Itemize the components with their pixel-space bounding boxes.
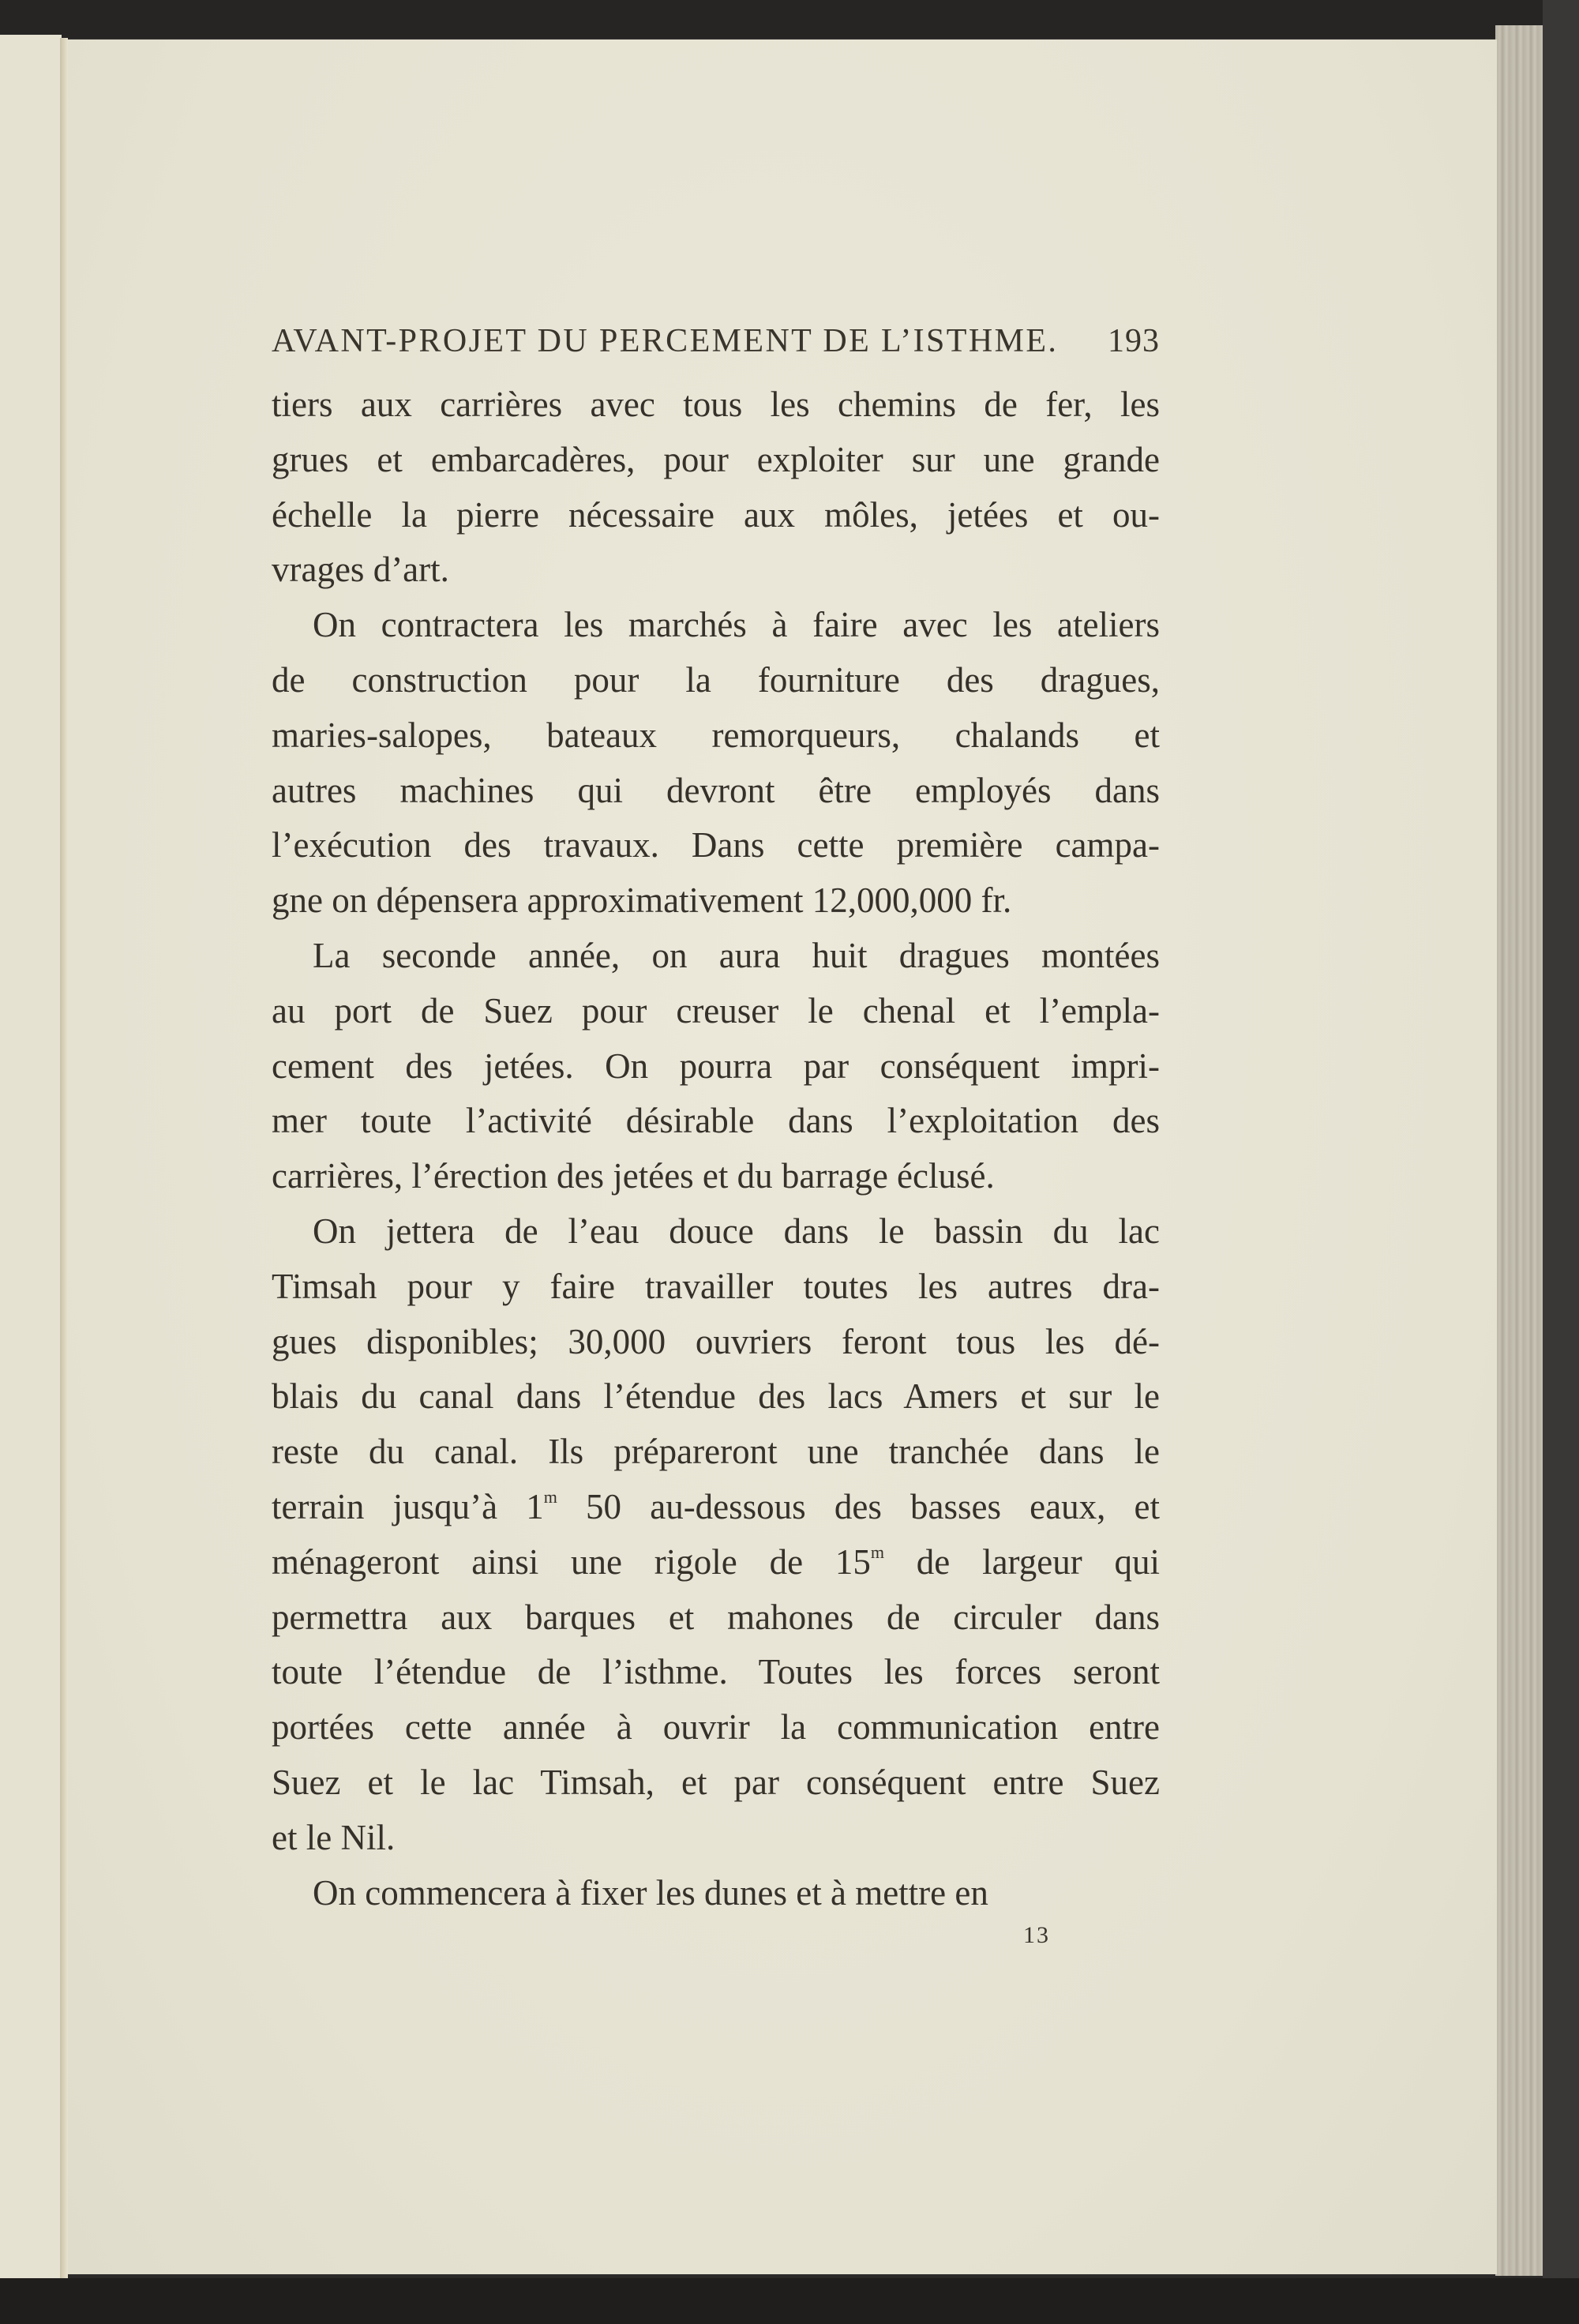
page-stack-edge xyxy=(1495,25,1543,2276)
text-line: La seconde année, on aura huit dragues montées xyxy=(313,935,1160,975)
unit-superscript: m xyxy=(870,1541,884,1562)
text-line: toute l’étendue de l’isthme. Toutes les forces seront xyxy=(272,1652,1160,1692)
text-line xyxy=(272,1480,1160,1535)
text-line: de construction pour la fourniture des dragues, xyxy=(272,659,1160,700)
paragraph xyxy=(272,929,1160,1204)
text-line: carrières, l’érection des jetées et du barrage éclusé. xyxy=(272,1156,995,1196)
text-line: permettra aux barques et mahones de circuler dans xyxy=(272,1597,1160,1637)
text-line xyxy=(272,1535,1160,1590)
text-line: échelle la pierre nécessaire aux môles, jetées et ou- xyxy=(272,494,1160,535)
text-line: grues et embarcadères, pour exploiter sur une grande xyxy=(272,439,1160,479)
text-fragment: terrain jusqu’à 1 xyxy=(272,1486,544,1526)
text-line: On contractera les marchés à faire avec les ateliers xyxy=(313,605,1160,645)
text-line: vrages d’art. xyxy=(272,550,449,590)
text-line: et le Nil. xyxy=(272,1817,396,1857)
text-line: blais du canal dans l’étendue des lacs Amers et sur le xyxy=(272,1376,1160,1417)
background-bottom xyxy=(0,2278,1579,2324)
text-line: au port de Suez pour creuser le chenal et l’empla- xyxy=(272,990,1160,1031)
text-line: autres machines qui devront être employés dans xyxy=(272,770,1160,810)
body-text xyxy=(272,377,1160,1920)
paragraph xyxy=(272,1204,1160,1866)
page-number: 193 xyxy=(1108,323,1160,359)
binding-gutter xyxy=(60,38,68,2281)
text-line: On jettera de l’eau douce dans le bassin du lac xyxy=(313,1211,1160,1251)
text-fragment: 50 au-dessous des basses eaux, et xyxy=(557,1486,1161,1526)
signature-mark: 13 xyxy=(1023,1922,1050,1948)
unit-superscript: m xyxy=(543,1486,557,1507)
paragraph xyxy=(272,377,1160,598)
facing-page-edge xyxy=(0,35,62,2281)
text-line: cement des jetées. On pourra par conséquent impri- xyxy=(272,1046,1160,1086)
running-head-title: AVANT-PROJET DU PERCEMENT DE L’ISTHME. xyxy=(272,323,1059,359)
text-line: l’exécution des travaux. Dans cette première campa- xyxy=(272,825,1160,865)
text-line: tiers aux carrières avec tous les chemins de fer, les xyxy=(272,385,1160,424)
text-line: mer toute l’activité désirable dans l’exploitation des xyxy=(272,1101,1160,1141)
text-fragment: de largeur qui xyxy=(883,1541,1160,1582)
background-top xyxy=(0,0,1579,38)
paragraph xyxy=(272,598,1160,929)
text-line: On commencera à fixer les dunes et à mettre en xyxy=(313,1872,988,1913)
text-fragment: ménageront ainsi une rigole de 15 xyxy=(272,1541,871,1582)
text-line: maries-salopes, bateaux remorqueurs, chalands et xyxy=(272,715,1160,755)
text-line: gne on dépensera approximativement 12,000,000 fr. xyxy=(272,880,1012,921)
running-header xyxy=(272,322,1160,360)
text-line: portées cette année à ouvrir la communication entre xyxy=(272,1707,1160,1748)
paragraph xyxy=(272,1866,1160,1921)
background-right xyxy=(1543,0,1579,2324)
text-line: Timsah pour y faire travailler toutes les autres dra- xyxy=(272,1266,1160,1306)
text-line: Suez et le lac Timsah, et par conséquent entre Suez xyxy=(272,1762,1160,1802)
text-line: reste du canal. Ils prépareront une tranchée dans le xyxy=(272,1432,1160,1472)
text-line: gues disponibles; 30,000 ouvriers feront tous les dé- xyxy=(272,1321,1160,1361)
